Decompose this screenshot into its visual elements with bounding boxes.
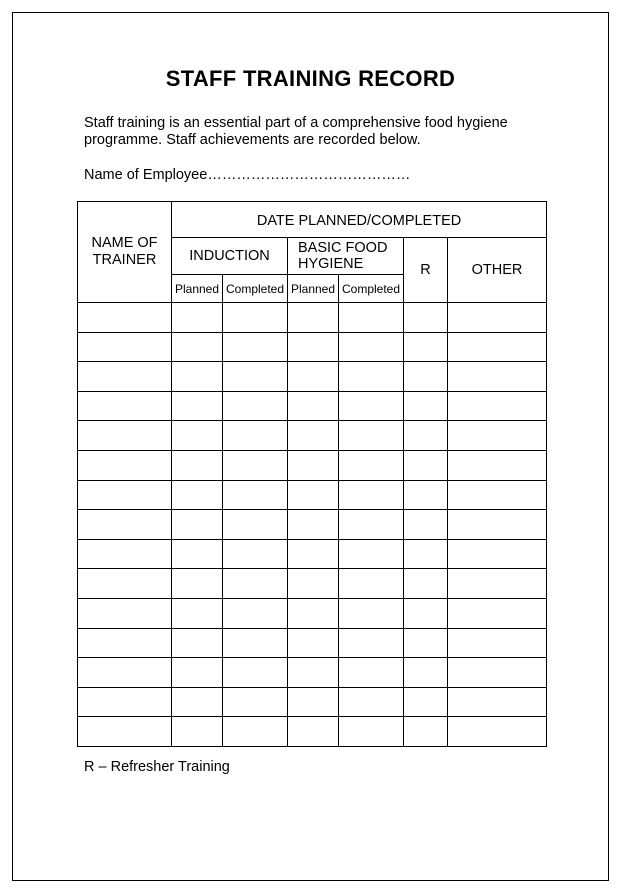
refresher-cell[interactable]	[404, 569, 448, 599]
basic-food-planned-cell[interactable]	[288, 658, 339, 688]
refresher-cell[interactable]	[404, 717, 448, 747]
other-cell[interactable]	[448, 598, 547, 628]
table-row	[78, 658, 547, 688]
trainer-cell[interactable]	[78, 658, 172, 688]
trainer-cell[interactable]	[78, 539, 172, 569]
induction-completed-cell[interactable]	[223, 539, 288, 569]
trainer-cell[interactable]	[78, 569, 172, 599]
basic-food-hygiene-header: BASIC FOOD HYGIENE	[288, 238, 404, 275]
induction-completed-cell[interactable]	[223, 332, 288, 362]
basic-food-planned-cell[interactable]	[288, 391, 339, 421]
basic-food-planned-cell[interactable]	[288, 687, 339, 717]
induction-planned-cell[interactable]	[172, 391, 223, 421]
trainer-cell[interactable]	[78, 332, 172, 362]
basic-food-planned-cell[interactable]	[288, 450, 339, 480]
induction-planned-cell[interactable]	[172, 687, 223, 717]
table-row	[78, 539, 547, 569]
table-body	[78, 303, 547, 747]
refresher-cell[interactable]	[404, 539, 448, 569]
induction-completed-cell[interactable]	[223, 391, 288, 421]
table-row	[78, 717, 547, 747]
refresher-cell[interactable]	[404, 598, 448, 628]
trainer-cell[interactable]	[78, 687, 172, 717]
induction-completed-cell[interactable]	[223, 598, 288, 628]
intro-paragraph: Staff training is an essential part of a comprehensive food hygiene programme. Staff achievements are recorded below.	[84, 115, 508, 148]
trainer-cell[interactable]	[78, 421, 172, 451]
basic-food-completed-cell[interactable]	[339, 391, 404, 421]
other-cell[interactable]	[448, 421, 547, 451]
induction-completed-cell[interactable]	[223, 362, 288, 392]
basic-food-planned-cell[interactable]	[288, 510, 339, 540]
induction-planned-cell[interactable]	[172, 628, 223, 658]
table-row	[78, 391, 547, 421]
refresher-cell[interactable]	[404, 303, 448, 333]
induction-planned-cell[interactable]	[172, 598, 223, 628]
basic-food-planned-cell[interactable]	[288, 303, 339, 333]
date-planned-completed-header	[172, 202, 547, 238]
training-record-table	[77, 201, 547, 747]
trainer-cell[interactable]	[78, 628, 172, 658]
basic-food-planned-header: Planned	[288, 275, 339, 303]
basic-food-completed-cell[interactable]	[339, 598, 404, 628]
induction-completed-cell[interactable]	[223, 480, 288, 510]
induction-planned-cell[interactable]	[172, 658, 223, 688]
induction-planned-cell[interactable]	[172, 510, 223, 540]
table-row	[78, 628, 547, 658]
trainer-cell[interactable]	[78, 391, 172, 421]
induction-planned-cell[interactable]	[172, 569, 223, 599]
other-cell[interactable]	[448, 303, 547, 333]
induction-planned-cell[interactable]	[172, 717, 223, 747]
other-cell[interactable]	[448, 539, 547, 569]
table-row	[78, 332, 547, 362]
date-planned-completed-label: DATE PLANNED/COMPLETED	[256, 213, 462, 229]
trainer-cell[interactable]	[78, 450, 172, 480]
induction-completed-header: Completed	[223, 275, 288, 303]
induction-completed-cell[interactable]	[223, 421, 288, 451]
trainer-cell[interactable]	[78, 303, 172, 333]
table-row	[78, 362, 547, 392]
induction-planned-cell[interactable]	[172, 450, 223, 480]
table-row	[78, 687, 547, 717]
basic-food-planned-cell[interactable]	[288, 569, 339, 599]
induction-completed-cell[interactable]	[223, 717, 288, 747]
other-cell[interactable]	[448, 628, 547, 658]
induction-planned-cell[interactable]	[172, 362, 223, 392]
induction-header: INDUCTION	[172, 238, 288, 275]
table-row	[78, 450, 547, 480]
basic-food-completed-cell[interactable]	[339, 569, 404, 599]
document-title: STAFF TRAINING RECORD	[165, 66, 456, 91]
induction-planned-cell[interactable]	[172, 480, 223, 510]
refresher-cell[interactable]	[404, 687, 448, 717]
trainer-cell[interactable]	[78, 717, 172, 747]
basic-food-planned-cell[interactable]	[288, 421, 339, 451]
other-cell[interactable]	[448, 717, 547, 747]
induction-completed-cell[interactable]	[223, 303, 288, 333]
other-header: OTHER	[448, 238, 547, 303]
trainer-cell[interactable]	[78, 598, 172, 628]
basic-food-planned-cell[interactable]	[288, 332, 339, 362]
other-cell[interactable]	[448, 480, 547, 510]
basic-food-completed-cell[interactable]	[339, 658, 404, 688]
other-cell[interactable]	[448, 510, 547, 540]
induction-completed-cell[interactable]	[223, 628, 288, 658]
basic-food-completed-header: Completed	[339, 275, 404, 303]
other-cell[interactable]	[448, 687, 547, 717]
basic-food-completed-cell[interactable]	[339, 450, 404, 480]
refresher-cell[interactable]	[404, 628, 448, 658]
employee-name-blank[interactable]: ……………………………………	[207, 167, 411, 183]
basic-food-planned-cell[interactable]	[288, 598, 339, 628]
refresher-cell[interactable]	[404, 450, 448, 480]
induction-completed-cell[interactable]	[223, 658, 288, 688]
other-cell[interactable]	[448, 450, 547, 480]
basic-food-planned-cell[interactable]	[288, 628, 339, 658]
footer-note: R – Refresher Training	[84, 759, 230, 775]
trainer-header: NAME OF TRAINER	[78, 202, 172, 303]
other-cell[interactable]	[448, 569, 547, 599]
table-row	[78, 480, 547, 510]
basic-food-planned-cell[interactable]	[288, 480, 339, 510]
trainer-cell[interactable]	[78, 362, 172, 392]
employee-name-line	[84, 167, 410, 184]
induction-completed-cell[interactable]	[223, 510, 288, 540]
basic-food-completed-cell[interactable]	[339, 717, 404, 747]
induction-planned-cell[interactable]	[172, 421, 223, 451]
other-cell[interactable]	[448, 332, 547, 362]
induction-completed-cell[interactable]	[223, 687, 288, 717]
table-row	[78, 598, 547, 628]
induction-planned-cell[interactable]	[172, 539, 223, 569]
table-row	[78, 303, 547, 333]
table-row	[78, 569, 547, 599]
basic-food-completed-cell[interactable]	[339, 687, 404, 717]
refresher-cell[interactable]	[404, 421, 448, 451]
induction-planned-cell[interactable]	[172, 303, 223, 333]
basic-food-completed-cell[interactable]	[339, 421, 404, 451]
employee-name-label: Name of Employee	[84, 167, 208, 183]
basic-food-completed-cell[interactable]	[339, 510, 404, 540]
basic-food-planned-cell[interactable]	[288, 362, 339, 392]
other-cell[interactable]	[448, 391, 547, 421]
basic-food-completed-cell[interactable]	[339, 628, 404, 658]
trainer-cell[interactable]	[78, 510, 172, 540]
basic-food-completed-cell[interactable]	[339, 332, 404, 362]
induction-planned-cell[interactable]	[172, 332, 223, 362]
basic-food-completed-cell[interactable]	[339, 480, 404, 510]
other-cell[interactable]	[448, 362, 547, 392]
refresher-cell[interactable]	[404, 391, 448, 421]
induction-completed-cell[interactable]	[223, 450, 288, 480]
refresher-header: R	[404, 238, 448, 303]
refresher-cell[interactable]	[404, 510, 448, 540]
refresher-cell[interactable]	[404, 480, 448, 510]
induction-completed-cell[interactable]	[223, 569, 288, 599]
basic-food-planned-cell[interactable]	[288, 539, 339, 569]
table-row	[78, 421, 547, 451]
table-row	[78, 510, 547, 540]
refresher-cell[interactable]	[404, 332, 448, 362]
basic-food-completed-cell[interactable]	[339, 539, 404, 569]
induction-planned-header: Planned	[172, 275, 223, 303]
basic-food-completed-cell[interactable]	[339, 303, 404, 333]
refresher-cell[interactable]	[404, 658, 448, 688]
basic-food-planned-cell[interactable]	[288, 717, 339, 747]
trainer-cell[interactable]	[78, 480, 172, 510]
other-cell[interactable]	[448, 658, 547, 688]
refresher-cell[interactable]	[404, 362, 448, 392]
basic-food-completed-cell[interactable]	[339, 362, 404, 392]
